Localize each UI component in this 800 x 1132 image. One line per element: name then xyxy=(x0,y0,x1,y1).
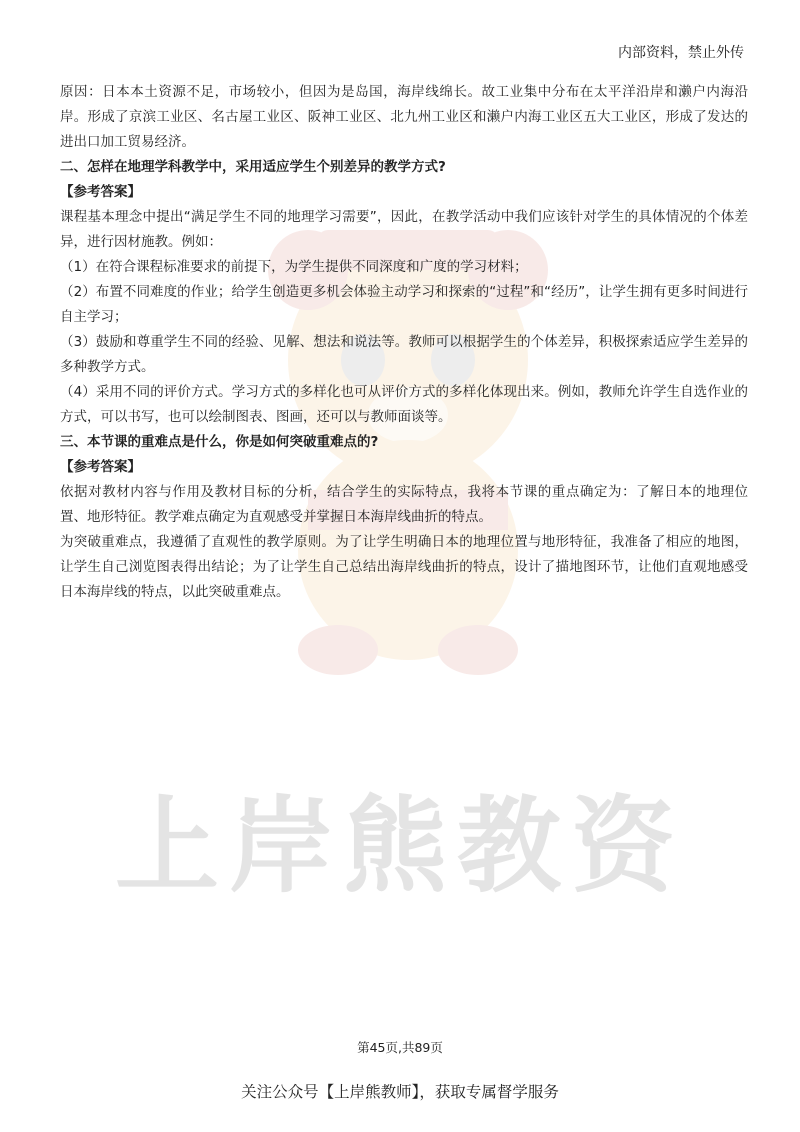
footer-follow-note: 关注公众号【上岸熊教师】，获取专属督学服务 xyxy=(241,1083,559,1101)
paragraph-reason: 原因：日本本土资源不足，市场较小，但因为是岛国，海岸线绵长。故工业集中分布在太平洋沿岸和濑户内海沿岸。形成了京滨工业区、名古屋工业区、阪神工业区、北九州工业区和濑户内海工业区五大工业区，形成了发达的进出口加工贸易经济。 xyxy=(60,84,748,150)
question-2-item-1: （1）在符合课程标准要求的前提下，为学生提供不同深度和广度的学习材料； xyxy=(60,259,528,275)
brand-watermark-text: 上岸熊教资 xyxy=(114,785,685,907)
question-3-paragraph-2: 为突破重难点，我遵循了直观性的教学原则。为了让学生明确日本的地理位置与地形特征，我准备了相应的地图，让学生自己浏览图表得出结论；为了让学生自己总结出海岸线曲折的特点，设计了描地图环节，让他们直观地感受日本海岸线的特点，以此突破重难点。 xyxy=(60,534,748,600)
question-2-intro: 课程基本理念中提出“满足学生不同的地理学习需要”，因此，在教学活动中我们应该针对学生的具体情况的个体差异，进行因材施教。例如： xyxy=(60,209,748,250)
question-2-item-2: （2）布置不同难度的作业；给学生创造更多机会体验主动学习和探索的“过程”和“经历”，让学生拥有更多时间进行自主学习； xyxy=(60,284,748,325)
question-2-heading: 二、怎样在地理学科教学中，采用适应学生个别差异的教学方式? xyxy=(60,159,446,175)
page-number: 第45页,共89页 xyxy=(357,1040,443,1055)
confidential-note: 内部资料，禁止外传 xyxy=(618,45,744,61)
question-2-answer-label: 【参考答案】 xyxy=(60,184,141,200)
question-3-answer-label: 【参考答案】 xyxy=(60,459,141,475)
question-2-item-3: （3）鼓励和尊重学生不同的经验、见解、想法和说法等。教师可以根据学生的个体差异，积极探索适应学生差异的多种教学方式。 xyxy=(60,334,748,375)
question-2-item-4: （4）采用不同的评价方式。学习方式的多样化也可从评价方式的多样化体现出来。例如，教师允许学生自选作业的方式，可以书写，也可以绘制图表、图画，还可以与教师面谈等。 xyxy=(60,384,748,425)
question-3-paragraph-1: 依据对教材内容与作用及教材目标的分析，结合学生的实际特点，我将本节课的重点确定为：了解日本的地理位置、地形特征。教学难点确定为直观感受并掌握日本海岸线曲折的特点。 xyxy=(60,484,748,525)
question-3-heading: 三、本节课的重难点是什么，你是如何突破重难点的? xyxy=(60,434,379,450)
document-content xyxy=(60,80,748,605)
